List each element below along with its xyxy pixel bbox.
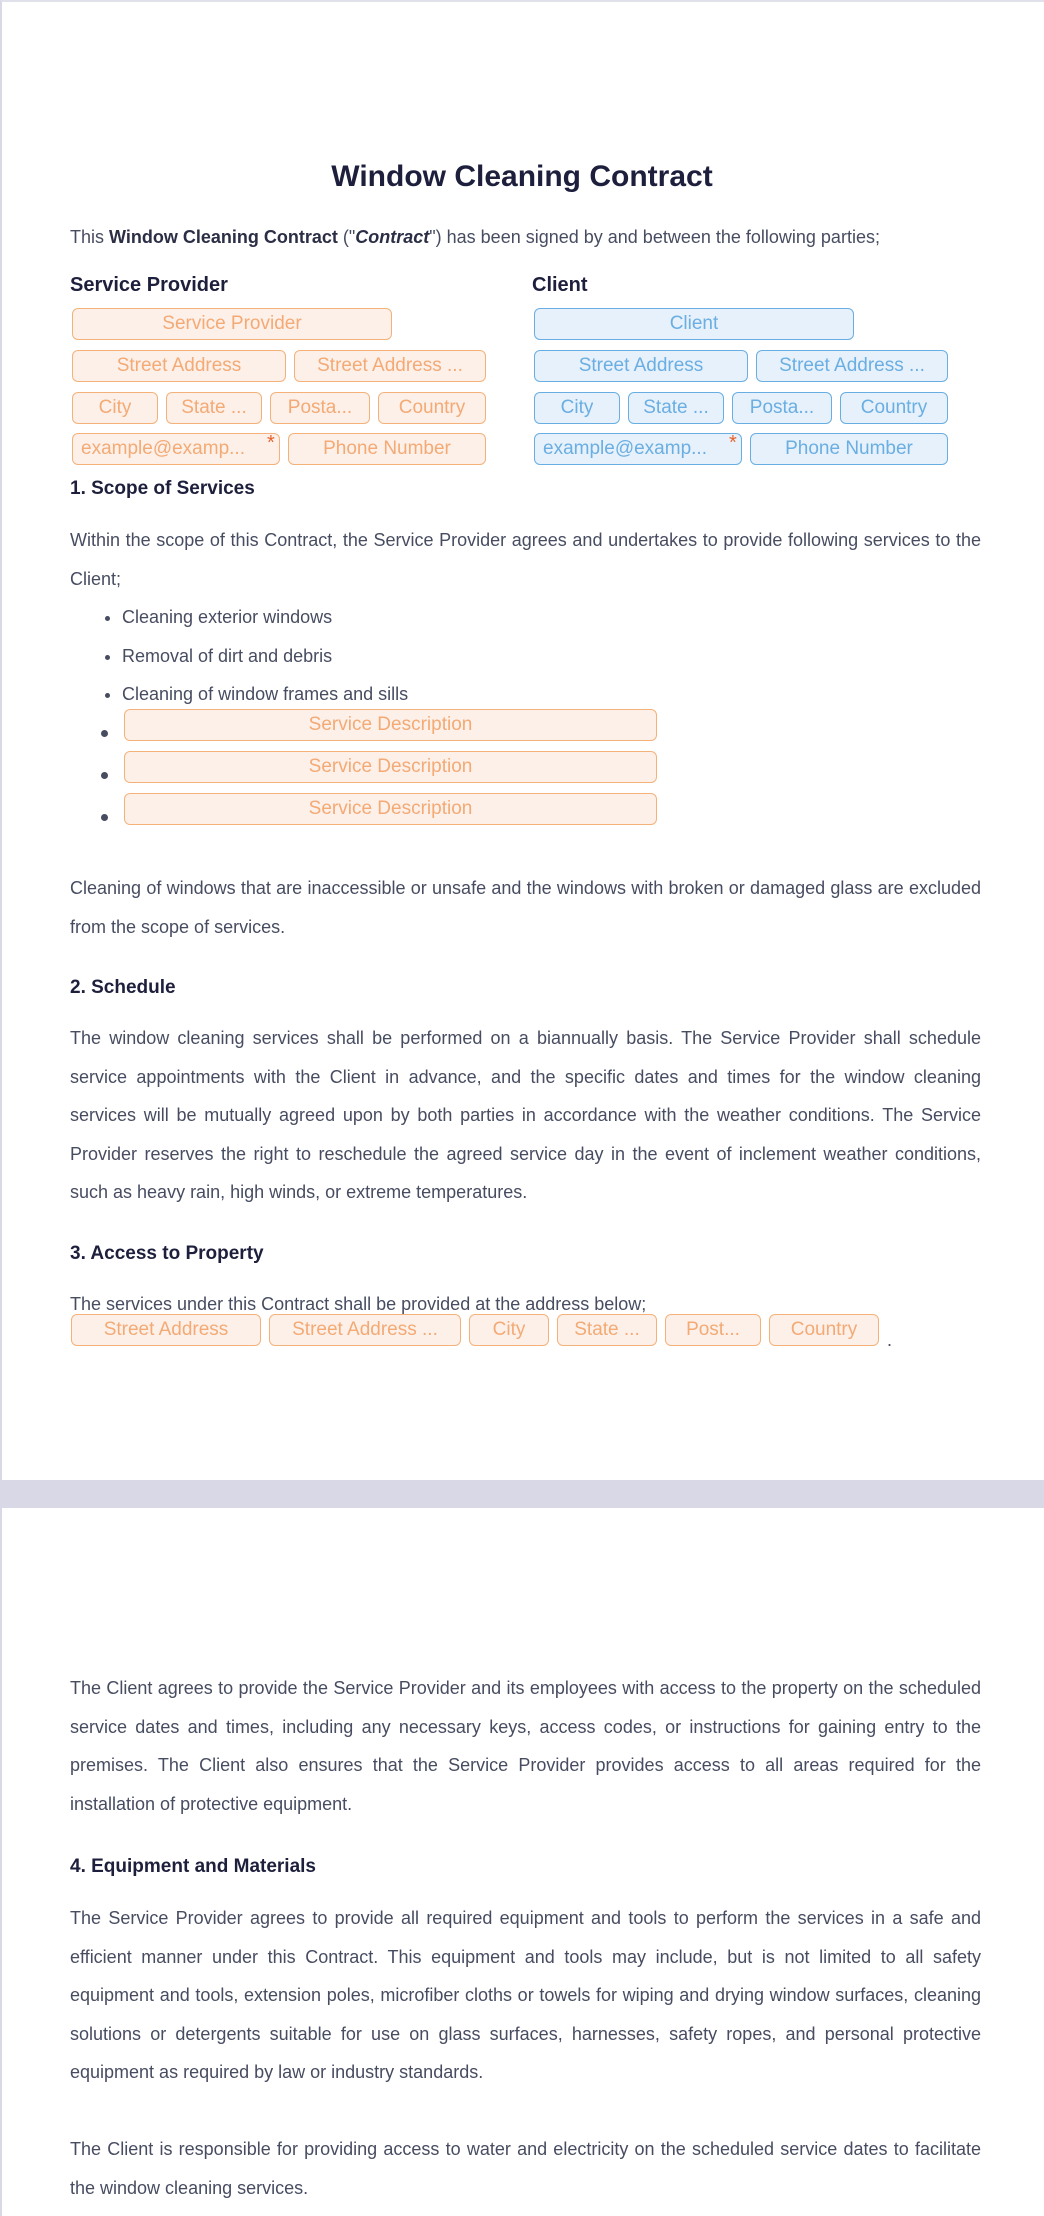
- client-city-field[interactable]: City: [534, 392, 620, 424]
- provider-city-field[interactable]: City: [72, 392, 158, 424]
- service-description-field-1[interactable]: Service Description: [124, 709, 657, 741]
- intro-close: ") has been signed by and between the following parties;: [429, 227, 880, 247]
- intro-contract-name: Window Cleaning Contract: [109, 227, 338, 247]
- scope-service-list: [95, 598, 408, 714]
- provider-state-field[interactable]: State ...: [166, 392, 262, 424]
- provider-street2-field[interactable]: Street Address ...: [294, 350, 486, 382]
- client-country-field[interactable]: Country: [840, 392, 948, 424]
- equipment-heading: 4. Equipment and Materials: [70, 1856, 316, 1877]
- client-label: Client: [532, 274, 588, 296]
- client-postal-field[interactable]: Posta...: [732, 392, 832, 424]
- scope-heading: 1. Scope of Services: [70, 478, 255, 499]
- provider-street-field[interactable]: Street Address: [72, 350, 286, 382]
- service-description-field-3[interactable]: Service Description: [124, 793, 657, 825]
- access-text: The Client agrees to provide the Service Provider and its employees with access to the property on the scheduled service dates and times, including any necessary keys, access codes, or instructions for gaining entry to the premises. The Client also ensures that the Service Provider provides access to all areas required for the installation of protective equipment.: [70, 1678, 981, 1814]
- schedule-heading: 2. Schedule: [70, 977, 176, 998]
- access-heading: 3. Access to Property: [70, 1243, 264, 1264]
- list-bullet: [101, 772, 108, 779]
- intro-open: (": [337, 227, 356, 247]
- intro-contract-short: Contract: [355, 227, 430, 247]
- list-bullet: [101, 814, 108, 821]
- access-street2-field[interactable]: Street Address ...: [269, 1314, 461, 1346]
- access-city-field[interactable]: City: [469, 1314, 549, 1346]
- list-item: • Removal of dirt and debris: [122, 637, 408, 676]
- equipment-text-2: The Client is responsible for providing access to water and electricity on the scheduled service dates to facilitate the window cleaning services.: [70, 2139, 981, 2198]
- intro-prefix: This: [70, 227, 110, 247]
- client-name-field[interactable]: Client: [534, 308, 854, 340]
- document-title: Window Cleaning Contract: [331, 160, 713, 193]
- schedule-text: The window cleaning services shall be performed on a biannually basis. The Service Provider shall schedule service appointments with the Client in advance, and the specific dates and times for the window cleaning services will be mutually agreed upon by both parties in accordance with the weather conditions. The Service Provider reserves the right to reschedule the agreed service day in the event of inclement weather conditions, such as heavy rain, high winds, or extreme temperatures.: [70, 1028, 981, 1202]
- client-phone-field[interactable]: Phone Number: [750, 433, 948, 465]
- provider-postal-field[interactable]: Posta...: [270, 392, 370, 424]
- provider-phone-field[interactable]: Phone Number: [288, 433, 486, 465]
- list-item: • Cleaning of window frames and sills: [122, 675, 408, 714]
- access-end-period: .: [887, 1330, 893, 1350]
- client-state-field[interactable]: State ...: [628, 392, 724, 424]
- scope-intro: Within the scope of this Contract, the Service Provider agrees and undertakes to provide following services to the Client;: [70, 530, 981, 589]
- access-country-field[interactable]: Country: [769, 1314, 879, 1346]
- list-item: • Cleaning exterior windows: [122, 598, 408, 637]
- provider-name-field[interactable]: Service Provider: [72, 308, 392, 340]
- access-state-field[interactable]: State ...: [557, 1314, 657, 1346]
- client-email-required-mark: *: [729, 432, 737, 454]
- equipment-text-1: The Service Provider agrees to provide all required equipment and tools to perform the services in a safe and efficient manner under this Contract. This equipment and tools may include, but is not limited to all safety equipment and tools, extension poles, microfiber cloths or towels for wiping and drying window surfaces, cleaning solutions or detergents suitable for use on glass surfaces, harnesses, safety ropes, and personal protective equipment as required by law or industry standards.: [70, 1908, 981, 2082]
- intro-paragraph: [70, 218, 981, 257]
- client-street2-field[interactable]: Street Address ...: [756, 350, 948, 382]
- provider-email-required-mark: *: [267, 432, 275, 454]
- client-street-field[interactable]: Street Address: [534, 350, 748, 382]
- list-bullet: [101, 730, 108, 737]
- access-intro: The services under this Contract shall be provided at the address below;: [70, 1294, 647, 1314]
- service-description-field-2[interactable]: Service Description: [124, 751, 657, 783]
- service-provider-label: Service Provider: [70, 274, 228, 296]
- provider-country-field[interactable]: Country: [378, 392, 486, 424]
- page-separator: [0, 1480, 1044, 1508]
- scope-exclusion: Cleaning of windows that are inaccessible or unsafe and the windows with broken or damaged glass are excluded from the scope of services.: [70, 878, 981, 937]
- provider-email-field[interactable]: example@examp...: [72, 433, 280, 465]
- client-email-field[interactable]: example@examp...: [534, 433, 742, 465]
- access-postal-field[interactable]: Post...: [665, 1314, 761, 1346]
- access-street-field[interactable]: Street Address: [71, 1314, 261, 1346]
